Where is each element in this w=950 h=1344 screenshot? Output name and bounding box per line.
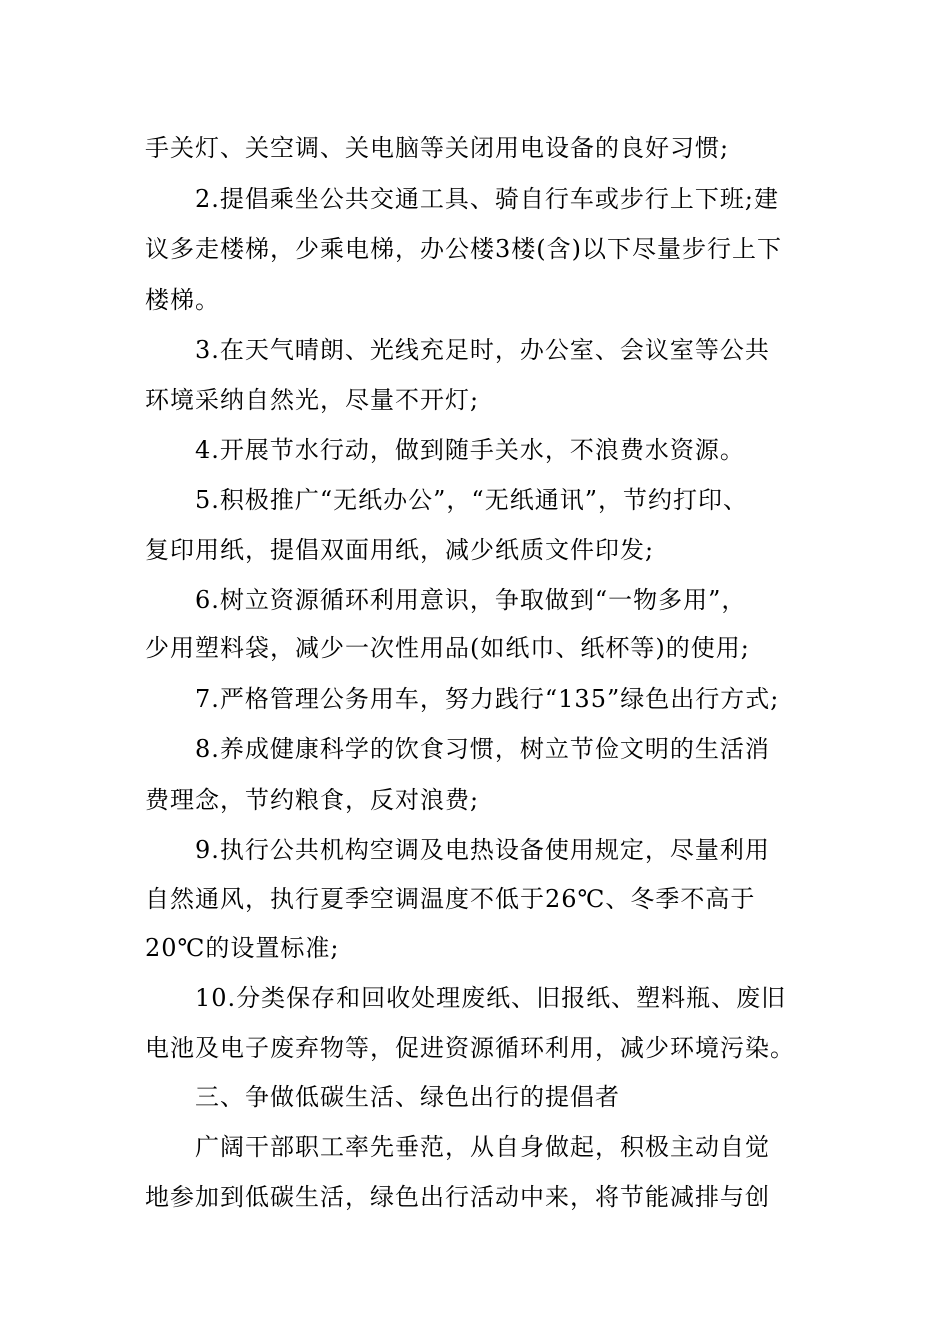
text-line: 地参加到低碳生活，绿色出行活动中来，将节能减排与创 (145, 1183, 770, 1211)
section-heading: 三、争做低碳生活、绿色出行的提倡者 (195, 1083, 620, 1111)
text-line: 楼梯。 (145, 286, 220, 314)
text-line: 4.开展节水行动，做到随手关水，不浪费水资源。 (195, 436, 745, 464)
text-line: 5.积极推广“无纸办公”，“无纸通讯”，节约打印、 (195, 486, 748, 514)
text-line: 2.提倡乘坐公共交通工具、骑自行车或步行上下班;建 (195, 185, 779, 213)
text-line: 8.养成健康科学的饮食习惯，树立节俭文明的生活消 (195, 735, 770, 763)
text-line: 自然通风，执行夏季空调温度不低于26℃、冬季不高于 (145, 885, 756, 913)
text-line: 6.树立资源循环利用意识，争取做到“一物多用”， (195, 586, 747, 614)
text-line: 电池及电子废弃物等，促进资源循环利用，减少环境污染。 (145, 1034, 795, 1062)
text-line: 环境采纳自然光，尽量不开灯; (145, 386, 480, 414)
text-line: 7.严格管理公务用车，努力践行“135”绿色出行方式; (195, 685, 780, 713)
text-line: 议多走楼梯，少乘电梯，办公楼3楼(含)以下尽量步行上下 (145, 235, 782, 263)
text-line: 3.在天气晴朗、光线充足时，办公室、会议室等公共 (195, 336, 770, 364)
text-line: 20℃的设置标准; (145, 934, 340, 962)
text-line: 10.分类保存和回收处理废纸、旧报纸、塑料瓶、废旧 (195, 984, 787, 1012)
text-line: 少用塑料袋，减少一次性用品(如纸巾、纸杯等)的使用; (145, 634, 750, 662)
text-line: 复印用纸，提倡双面用纸，减少纸质文件印发; (145, 536, 655, 564)
text-line: 费理念，节约粮食，反对浪费; (145, 786, 480, 814)
text-line: 广阔干部职工率先垂范，从自身做起，积极主动自觉 (195, 1133, 770, 1161)
text-line: 手关灯、关空调、关电脑等关闭用电设备的良好习惯; (145, 134, 730, 162)
text-line: 9.执行公共机构空调及电热设备使用规定，尽量利用 (195, 836, 770, 864)
